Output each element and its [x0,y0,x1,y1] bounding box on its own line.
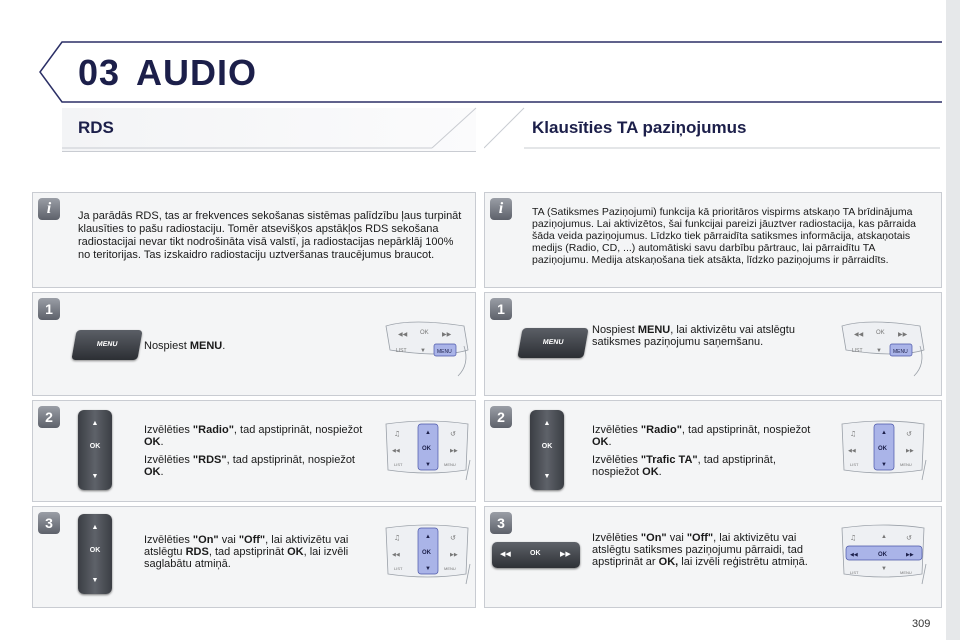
svg-text:▼: ▼ [425,566,431,572]
svg-text:▶▶: ▶▶ [442,332,452,338]
svg-text:▼: ▼ [881,462,887,468]
svg-text:MENU: MENU [900,462,912,467]
svg-text:MENU: MENU [444,566,456,571]
page-number: 309 [912,618,931,630]
steering-wheel-controls-icon [838,316,930,382]
step-text: Izvēlēties "Radio", tad apstiprināt, nospiežot OK. Izvēlēties "RDS", tad apstiprināt, nospiežot OK. [144,424,363,478]
svg-text:▼: ▼ [425,462,431,468]
svg-text:OK: OK [420,330,429,336]
steering-wheel-controls-icon [382,420,474,486]
chapter-title: AUDIO [136,52,257,93]
svg-text:▲: ▲ [881,430,887,436]
steering-wheel-controls-icon [838,420,930,486]
svg-text:LIST: LIST [852,348,863,354]
svg-text:LIST: LIST [850,570,859,575]
step-number-badge: 2 [38,406,60,428]
svg-text:OK: OK [878,446,887,452]
section-title-rds: RDS [78,118,114,137]
svg-text:▼: ▼ [881,566,887,572]
step-number-badge: 3 [490,512,512,534]
step-number-badge: 3 [38,512,60,534]
svg-text:LIST: LIST [394,462,403,467]
svg-text:MENU: MENU [900,570,912,575]
chapter-number: 03 [78,52,121,93]
svg-text:♫: ♫ [850,534,857,542]
svg-text:▼: ▼ [420,348,426,354]
svg-text:▲: ▲ [425,534,431,540]
svg-text:▶▶: ▶▶ [906,552,914,558]
step-text: Izvēlēties "On" vai "Off", lai aktivizētu vai atslēgtu satiksmes paziņojumu pārraidi, tad apstiprināt ar OK, lai izvēli reģistrētu atmiņā. [592,532,808,568]
svg-text:LIST: LIST [396,348,407,354]
svg-text:OK: OK [876,330,885,336]
info-text-ta: TA (Satiksmes Paziņojumi) funkcija kā prioritāros vispirms atskaņo TA brīdinājuma paziņojumus. Lai aktivizētos, šai funkcijai pareizi jāuztver radiostacija, kas pārraida šāda veida paziņojumus. Līdzko tiek pārraidīta satiksmes informācija, atskaņotais medijs (Radio, CD, ...) automātiski savu darbību pārtrauc, lai pārraidītu TA paziņojumu. Medija atskaņošana tiek atsākta, līdzko paziņojums ir pārraidīts. [532,206,917,266]
svg-text:♫: ♫ [394,430,401,438]
svg-text:LIST: LIST [394,566,403,571]
svg-text:◀◀: ◀◀ [398,332,408,338]
svg-text:♫: ♫ [394,534,401,542]
step-number-badge: 1 [490,298,512,320]
svg-text:▶▶: ▶▶ [898,332,908,338]
info-icon: i [38,198,60,220]
step-text: Izvēlēties "Radio", tad apstiprināt, nospiežot OK. Izvēlēties "Trafic TA", tad apstiprināt, nospiežot OK. [592,424,811,478]
svg-text:↺: ↺ [450,534,456,542]
menu-key-icon: MENU [517,328,588,358]
svg-text:OK: OK [422,550,431,556]
steering-wheel-controls-icon [838,524,930,590]
ok-keypad-icon: ◀◀ OK ▶▶ [492,542,580,568]
svg-text:◀◀: ◀◀ [850,552,858,558]
svg-text:OK: OK [422,446,431,452]
ok-keypad-icon: ▲ OK ▼ [530,410,564,490]
info-icon: i [490,198,512,220]
ok-keypad-icon: ▲ OK ▼ [78,410,112,490]
menu-key-icon: MENU [71,330,142,360]
svg-text:▼: ▼ [876,348,882,354]
svg-text:♫: ♫ [850,430,857,438]
svg-text:MENU: MENU [437,349,452,355]
ok-keypad-icon: ▲ OK ▼ [78,514,112,594]
svg-text:▶▶: ▶▶ [450,448,458,454]
svg-text:↺: ↺ [906,430,912,438]
step-number-badge: 1 [38,298,60,320]
step-text: Izvēlēties "On" vai "Off", lai aktivizētu vai atslēgtu RDS, tad apstiprināt OK, lai izvēli saglabātu atmiņā. [144,534,349,570]
svg-text:▶▶: ▶▶ [450,552,458,558]
svg-text:◀◀: ◀◀ [392,552,400,558]
section-header-frame [62,104,482,154]
svg-text:◀◀: ◀◀ [854,332,864,338]
svg-text:▲: ▲ [425,430,431,436]
svg-text:↺: ↺ [450,430,456,438]
svg-text:▶▶: ▶▶ [906,448,914,454]
svg-text:◀◀: ◀◀ [392,448,400,454]
section-title-ta: Klausīties TA paziņojumus [532,118,747,137]
svg-text:OK: OK [878,552,887,558]
svg-text:LIST: LIST [850,462,859,467]
step-number-badge: 2 [490,406,512,428]
steering-wheel-controls-icon [382,316,474,382]
info-text-rds: Ja parādās RDS, tas ar frekvences sekošanas sistēmas palīdzību ļaus turpināt klausīties to pašu radiostaciju. Tomēr atsevišķos apstākļos RDS sekošana radiostacijai nevar tikt nodrošināta visā valstī, ja radiostacijas nepārklāj 100% no teritorijas. Tas izskaidro radiostaciju uztveršanas traucējumus braucot. [78,210,462,261]
svg-text:MENU: MENU [893,349,908,355]
steering-wheel-controls-icon [382,524,474,590]
svg-text:▲: ▲ [881,534,887,540]
svg-text:MENU: MENU [444,462,456,467]
svg-text:↺: ↺ [906,534,912,542]
step-text: Nospiest MENU. [144,340,226,352]
step-text: Nospiest MENU, lai aktivizētu vai atslēgtu satiksmes paziņojumu saņemšanu. [592,324,795,348]
svg-text:◀◀: ◀◀ [848,448,856,454]
